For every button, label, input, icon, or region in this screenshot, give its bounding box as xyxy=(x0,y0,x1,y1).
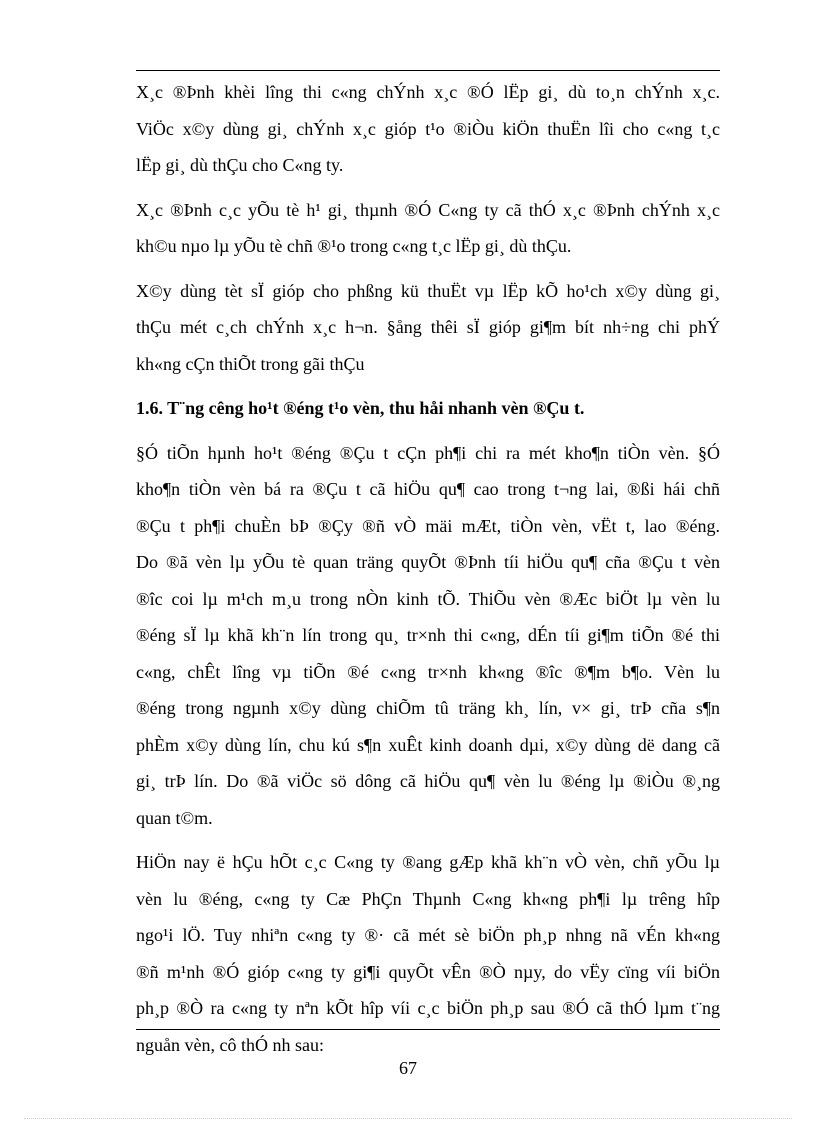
page-number: 67 xyxy=(399,1058,417,1078)
text-line: ®éng sÏ lµ khã kh¨n lín trong qu¸ tr×nh thi c«ng, dÉn tíi gi¶m tiÕn ®é thi xyxy=(136,625,720,645)
text-line: phÈm x©y dùng lín, chu kú s¶n xuÊt kinh doanh dµi, x©y dùng dë dang cã xyxy=(136,734,720,755)
text-line: ph¸p ®Ò ra c«ng ty nªn kÕt hîp víi c¸c biÖn ph¸p sau ®Ó cã thÓ lµm t¨ng xyxy=(136,998,720,1018)
page-body xyxy=(136,74,720,1063)
text-line: X¸c ®Þnh c¸c yÕu tè h¹ gi¸ thµnh ®Ó C«ng ty cã thÓ x¸c ®Þnh chÝnh x¸c xyxy=(136,199,720,220)
text-line: c«ng, chÊt lîng vµ tiÕn ®é c«ng tr×nh kh«ng ®îc ®¶m b¶o. Vèn lu xyxy=(136,661,720,682)
text-line: ®Çu t ph¶i chuÈn bÞ ®Çy ®ñ vÒ mäi mÆt, tiÒn vèn, vËt t, lao ®éng. xyxy=(136,515,720,536)
text-line: ngo¹i lÖ. Tuy nhiªn c«ng ty ®· cã mét sè biÖn ph¸p nhng nã vÉn kh«ng xyxy=(136,925,720,945)
text-line: vèn lu ®éng, c«ng ty Cæ PhÇn Thµnh C«ng kh«ng ph¶i lµ trêng hîp xyxy=(136,888,720,909)
text-line: ®îc coi lµ m¹ch m¸u trong nÒn kinh tÕ. ThiÕu vèn ®Æc biÖt lµ vèn lu xyxy=(136,588,720,609)
text-line: X©y dùng tèt sÏ gióp cho phßng kü thuËt vµ lËp kÕ ho¹ch x©y dùng gi¸ xyxy=(136,280,720,301)
text-line: nguån vèn, cô thÓ nh sau: xyxy=(136,1034,324,1055)
text-line: kho¶n tiÒn vèn bá ra ®Çu t cã hiÖu qu¶ cao trong t¬ng lai, ®ßi hái chñ xyxy=(136,479,720,499)
paragraph-4 xyxy=(136,435,720,837)
text-line: kh«ng cÇn thiÕt trong gãi thÇu xyxy=(136,353,365,374)
paragraph-5 xyxy=(136,844,720,1063)
paragraph-2 xyxy=(136,192,720,265)
text-line: Do ®ã vèn lµ yÕu tè quan träng quyÕt ®Þnh tíi hiÖu qu¶ cña ®Çu t vèn xyxy=(136,552,720,572)
paragraph-1 xyxy=(136,74,720,184)
text-line: lËp gi¸ dù thÇu cho C«ng ty. xyxy=(136,155,344,175)
footer-rule xyxy=(136,1029,720,1030)
text-line: ®ñ m¹nh ®Ó gióp c«ng ty gi¶i quyÕt vÊn ®Ò nµy, do vËy cïng víi biÖn xyxy=(136,961,720,982)
paragraph-3 xyxy=(136,273,720,383)
text-line: ®éng trong ngµnh x©y dùng chiÕm tû träng kh¸ lín, v× gi¸ trÞ cña s¶n xyxy=(136,698,720,718)
text-line: gi¸ trÞ lín. Do ®ã viÖc sö dông cã hiÖu qu¶ vèn lu ®éng lµ ®iÒu ®¸ng xyxy=(136,771,720,791)
page-edge-divider xyxy=(24,1118,792,1119)
text-line: quan t©m. xyxy=(136,807,213,828)
text-line: kh©u nµo lµ yÕu tè chñ ®¹o trong c«ng t¸c lËp gi¸ dù thÇu. xyxy=(136,236,572,256)
text-line: ViÖc x©y dùng gi¸ chÝnh x¸c gióp t¹o ®iÒu kiÖn thuËn lîi cho c«ng t¸c xyxy=(136,118,720,139)
text-line: thÇu mét c¸ch chÝnh x¸c h¬n. §ång thêi sÏ gióp gi¶m bít nh÷ng chi phÝ xyxy=(136,317,720,337)
text-line: §Ó tiÕn hµnh ho¹t ®éng ®Çu t cÇn ph¶i chi ra mét kho¶n tiÒn vèn. §Ó xyxy=(136,442,720,463)
section-heading: 1.6. T¨ng cêng ho¹t ®éng t¹o vèn, thu håi nhanh vèn ®Çu t. xyxy=(136,398,585,418)
text-line: HiÖn nay ë hÇu hÕt c¸c C«ng ty ®ang gÆp khã kh¨n vÒ vèn, chñ yÕu lµ xyxy=(136,852,720,872)
text-line: X¸c ®Þnh khèi lîng thi c«ng chÝnh x¸c ®Ó lËp gi¸ dù to¸n chÝnh x¸c. xyxy=(136,82,720,102)
header-rule xyxy=(136,70,720,71)
